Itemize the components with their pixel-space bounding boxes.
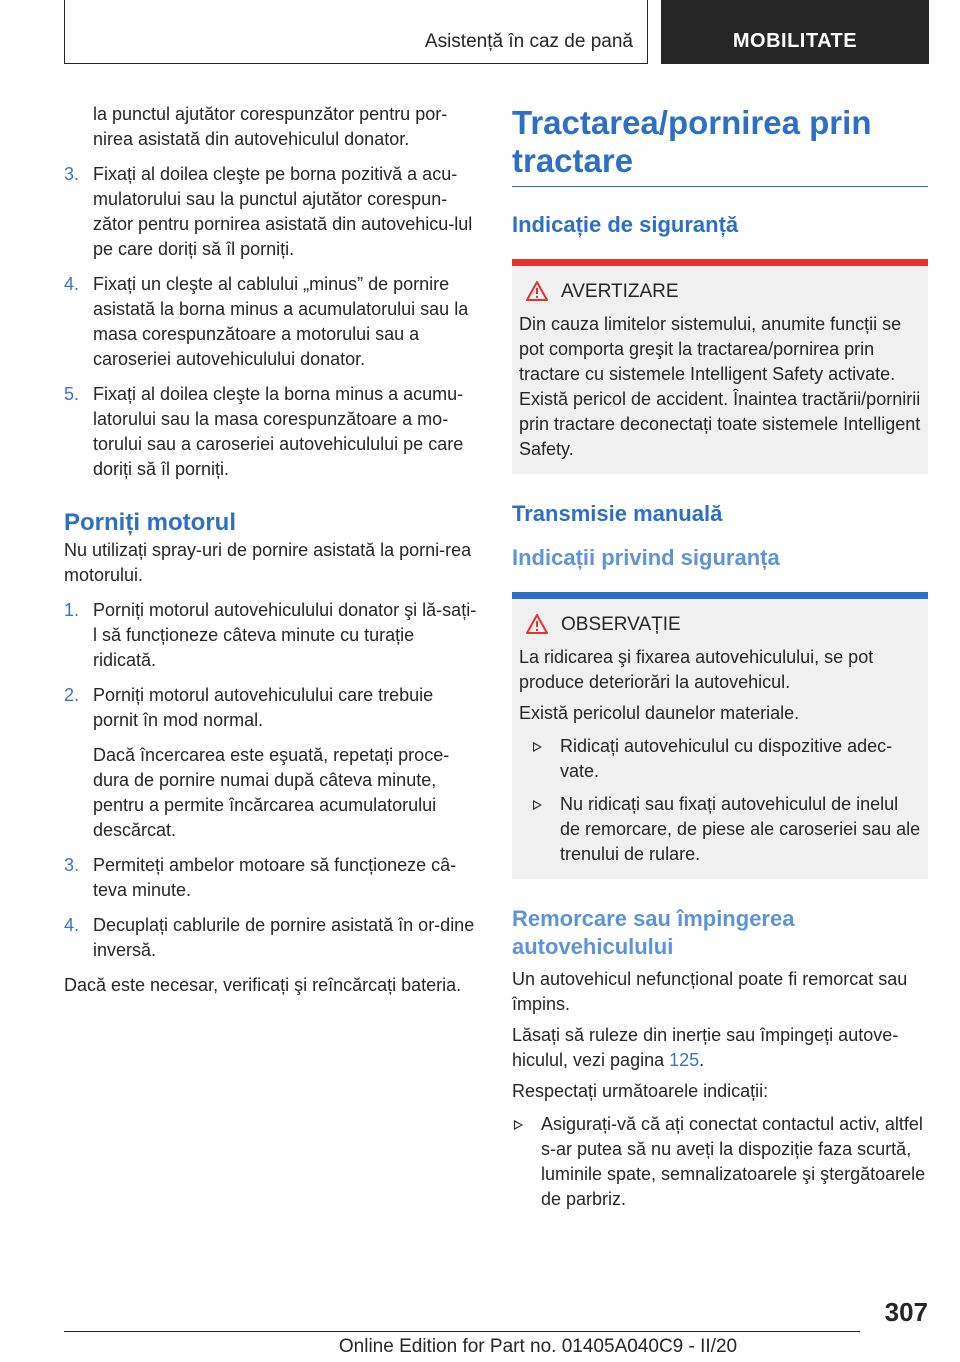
step-text: Fixați un cleşte al cablului „minus” de pornire asistată la borna minus a acumulatorului sau la masa corespunzătoare a motorului sau a caroseriei autovehiculului donator. — [93, 274, 469, 369]
warning-box — [512, 259, 928, 474]
step-number: 5. — [64, 384, 80, 404]
section-heading-safety: Indicație de siguranță — [512, 212, 739, 237]
bullet-text: Asigurați-vă că ați conectat contactul activ, altfel s-ar putea să nu aveți la dispoziție faza scurtă, luminile spate, semnalizatoarele şi ştergătoarele de parbriz. — [541, 1114, 926, 1209]
subheading-towing: Remorcare sau împingerea autovehiculului — [512, 906, 795, 959]
list-item — [519, 792, 921, 867]
step-number: 1. — [64, 600, 80, 620]
page-number: 307 — [884, 1297, 928, 1327]
note-label: OBSERVAȚIE — [561, 614, 681, 635]
step-number: 3. — [64, 855, 80, 875]
towing-text-2-end: . — [699, 1050, 705, 1070]
warning-label: AVERTIZARE — [561, 281, 679, 302]
towing-text-2-main: Lăsați să ruleze din inerție sau împingeți autove-hiculul, vezi pagina — [512, 1025, 899, 1070]
step-number: 3. — [64, 164, 80, 184]
header-chapter-tab — [661, 0, 929, 64]
footer-edition: Online Edition for Part no. 01405A040C9 - II/20 — [338, 1336, 738, 1357]
note-text-1: La ridicarea şi fixarea autovehiculului, se pot produce deteriorări la autovehicul. — [519, 647, 874, 692]
list-item — [64, 382, 480, 482]
list-item — [512, 1112, 928, 1212]
note-box — [512, 592, 928, 879]
page-reference-link[interactable]: 125 — [669, 1050, 700, 1070]
warning-triangle-icon — [525, 280, 549, 302]
list-item — [64, 598, 480, 673]
page-header — [64, 0, 929, 64]
step-number: 2. — [64, 685, 80, 705]
list-item — [64, 853, 480, 903]
header-section-box — [64, 0, 648, 64]
bullet-triangle-icon — [533, 800, 542, 810]
warning-header — [519, 280, 921, 304]
bullet-triangle-icon — [514, 1120, 523, 1130]
step-note: Dacă încercarea este eşuată, repetați proce-dura de pornire numai după câteva minute, pentru a permite încărcarea acumulatorului descărcat. — [93, 745, 450, 840]
closing-text: Dacă este necesar, verificați şi reîncărcați bateria. — [64, 975, 462, 995]
header-section-title: Asistență în caz de pană — [424, 31, 633, 52]
note-text-2: Există pericolul daunelor materiale. — [519, 703, 800, 723]
right-column — [512, 102, 928, 1212]
section-intro: Nu utilizați spray-uri de pornire asistată la porni-rea motorului. — [64, 540, 472, 585]
step-text: Permiteți ambelor motoare să funcționeze câ-teva minute. — [93, 855, 457, 900]
step-text: Fixați al doilea cleşte pe borna pozitivă a acu-mulatorului sau la punctul ajutător corespun-zător pentru pornirea asistată din autovehicu-lul pe care doriți să îl porniți. — [93, 164, 473, 259]
towing-text-2 — [512, 1023, 928, 1073]
warning-text: Din cauza limitelor sistemului, anumite funcții se pot comporta greşit la tractarea/pornirea prin tractare cu sistemele Intelligent Safety activate. Există pericol de accident. Înaintea tractării/pornirii prin tractare deconectați toate sistemele Intelligent Safety. — [519, 314, 921, 459]
page-title: Tractarea/pornirea prin tractare — [512, 104, 928, 187]
list-item — [64, 162, 480, 262]
note-header — [519, 613, 921, 637]
list-item — [64, 683, 480, 733]
step-text: Fixați al doilea cleşte la borna minus a acumu-latorului sau la masa corespunzătoare a mo-torului sau a caroseriei autovehiculului pe care doriți să îl porniți. — [93, 384, 464, 479]
list-item — [519, 734, 921, 784]
step-text: Porniți motorul autovehiculului care trebuie pornit în mod normal. — [93, 685, 434, 730]
step-text: Decuplați cablurile de pornire asistată în or-dine inversă. — [93, 915, 475, 960]
step-number: 4. — [64, 915, 80, 935]
subheading-safety-notes: Indicații privind siguranța — [512, 545, 780, 570]
towing-text-3: Respectați următoarele indicații: — [512, 1081, 769, 1101]
towing-text-1: Un autovehicul nefuncțional poate fi remorcat sau împins. — [512, 969, 908, 1014]
warning-triangle-icon — [525, 613, 549, 635]
bullet-text: Nu ridicați sau fixați autovehiculul de inelul de remorcare, de piese ale caroseriei sau ale trenului de rulare. — [560, 794, 921, 864]
bullet-triangle-icon — [533, 742, 542, 752]
section-heading-start-engine: Porniți motorul — [64, 509, 236, 536]
list-item — [64, 913, 480, 963]
step-number: 4. — [64, 274, 80, 294]
left-column — [64, 102, 480, 998]
footer-rule — [64, 1331, 860, 1332]
continued-step-text: la punctul ajutător corespunzător pentru por-nirea asistată din autovehiculul donator. — [93, 104, 448, 149]
list-item — [64, 272, 480, 372]
header-chapter-title: MOBILITATE — [732, 30, 858, 52]
section-heading-manual-transmission: Transmisie manuală — [512, 501, 723, 526]
step-text: Porniți motorul autovehiculului donator şi lă-sați-l să funcționeze câteva minute cu turație ridicată. — [93, 600, 477, 670]
bullet-text: Ridicați autovehiculul cu dispozitive adec-vate. — [560, 736, 893, 781]
